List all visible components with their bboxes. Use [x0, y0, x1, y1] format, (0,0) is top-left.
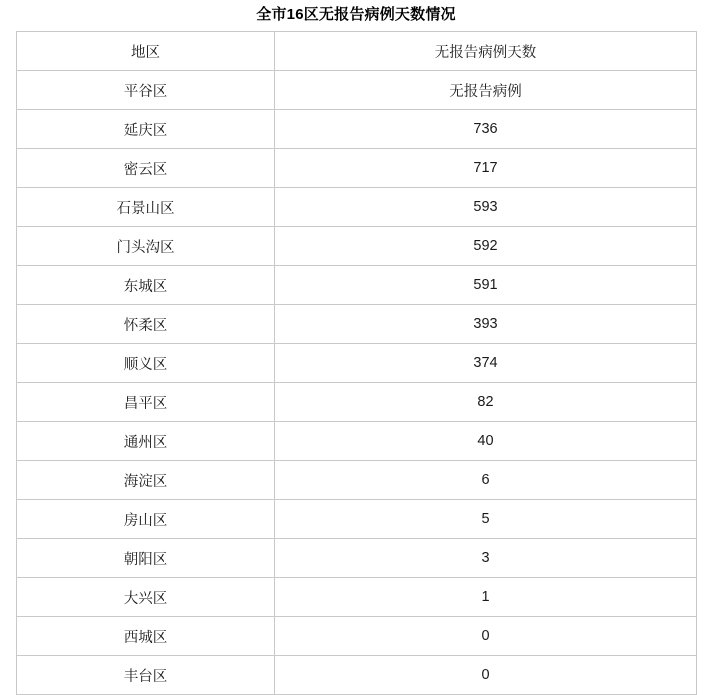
cell-region: 朝阳区 — [17, 539, 275, 578]
table-row — [17, 188, 697, 227]
cell-region: 西城区 — [17, 617, 275, 656]
table-row — [17, 578, 697, 617]
cell-region: 石景山区 — [17, 188, 275, 227]
table-row — [17, 656, 697, 695]
cell-region: 房山区 — [17, 500, 275, 539]
table-container — [0, 31, 712, 695]
cell-region: 平谷区 — [17, 71, 275, 110]
cell-days: 374 — [275, 344, 697, 383]
table-row — [17, 110, 697, 149]
cell-region: 密云区 — [17, 149, 275, 188]
cell-days: 0 — [275, 617, 697, 656]
column-header-region: 地区 — [17, 32, 275, 71]
table-row — [17, 149, 697, 188]
cell-region: 顺义区 — [17, 344, 275, 383]
cell-days: 592 — [275, 227, 697, 266]
cell-days: 5 — [275, 500, 697, 539]
cell-days: 40 — [275, 422, 697, 461]
cell-days: 6 — [275, 461, 697, 500]
table-row — [17, 383, 697, 422]
cell-region: 门头沟区 — [17, 227, 275, 266]
table-header-row — [17, 32, 697, 71]
cell-region: 东城区 — [17, 266, 275, 305]
page-title: 全市16区无报告病例天数情况 — [256, 6, 456, 23]
table-row — [17, 227, 697, 266]
table-row — [17, 344, 697, 383]
cell-region: 海淀区 — [17, 461, 275, 500]
cell-days: 393 — [275, 305, 697, 344]
table-row — [17, 539, 697, 578]
table-row — [17, 617, 697, 656]
table-row — [17, 500, 697, 539]
cell-days: 591 — [275, 266, 697, 305]
table-row — [17, 461, 697, 500]
no-report-days-table — [16, 31, 697, 695]
cell-days: 593 — [275, 188, 697, 227]
cell-days: 82 — [275, 383, 697, 422]
table-row — [17, 71, 697, 110]
cell-days: 717 — [275, 149, 697, 188]
cell-region: 昌平区 — [17, 383, 275, 422]
cell-region: 丰台区 — [17, 656, 275, 695]
table-row — [17, 266, 697, 305]
table-row — [17, 305, 697, 344]
cell-days: 736 — [275, 110, 697, 149]
table-row — [17, 422, 697, 461]
cell-region: 延庆区 — [17, 110, 275, 149]
cell-region: 大兴区 — [17, 578, 275, 617]
cell-days: 0 — [275, 656, 697, 695]
cell-days: 3 — [275, 539, 697, 578]
cell-region: 通州区 — [17, 422, 275, 461]
cell-days: 1 — [275, 578, 697, 617]
cell-days: 无报告病例 — [275, 71, 697, 110]
column-header-days: 无报告病例天数 — [275, 32, 697, 71]
cell-region: 怀柔区 — [17, 305, 275, 344]
